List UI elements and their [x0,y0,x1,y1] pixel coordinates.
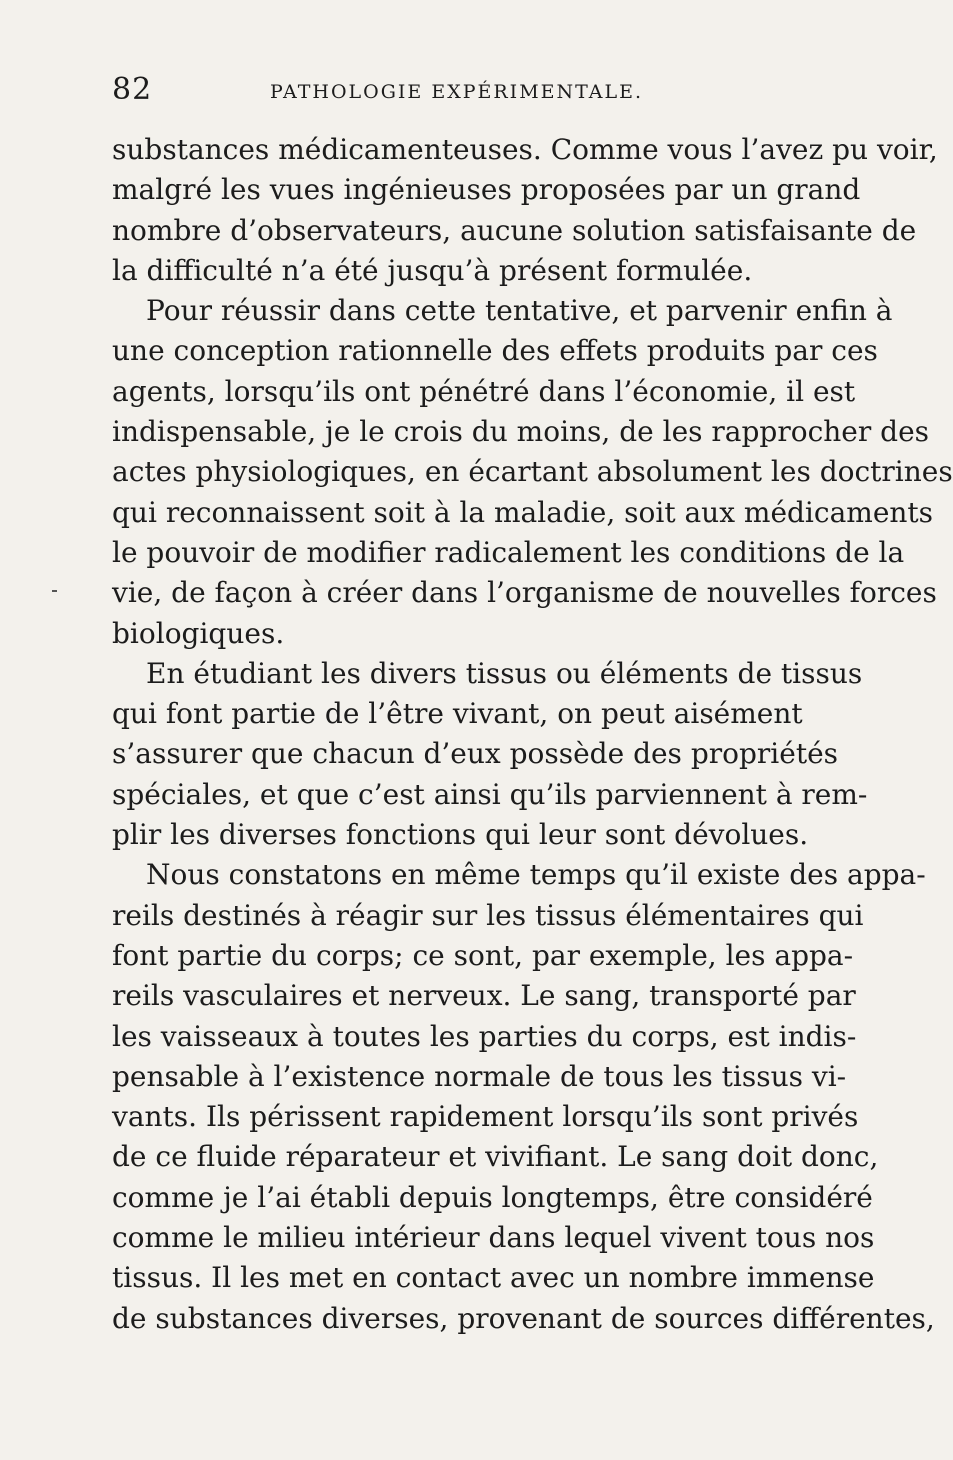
text-line: pensable à l’existence normale de tous les tissus vi- [112,1059,847,1093]
paragraph [112,654,935,1339]
text-line: comme je l’ai établi depuis longtemps, être considéré [112,1180,873,1214]
text-line: vants. Ils périssent rapidement lorsqu’ils sont privés [112,1100,859,1134]
running-title: PATHOLOGIE EXPÉRIMENTALE. [270,81,644,103]
text-line: reils vasculaires et nerveux. Le sang, transporté par [112,979,856,1013]
text-line: les vaisseaux à toutes les parties du corps, est indis- [112,1019,857,1053]
page-number: 82 [112,72,153,107]
text-line: le pouvoir de modifier radicalement les conditions de la [112,535,905,569]
text-line: nombre d’observateurs, aucune solution satisfaisante de [112,213,917,247]
text-line: qui reconnaissent soit à la maladie, soit aux médicaments [112,495,934,529]
text-line: Nous constatons en même temps qu’il existe des appa- [146,858,926,892]
text-line: biologiques. [112,616,285,650]
text-line: vie, de façon à créer dans l’organisme de nouvelles forces [112,576,937,610]
text-line: reils destinés à réagir sur les tissus élémentaires qui [112,898,864,932]
paragraph [112,291,953,654]
text-line: spéciales, et que c’est ainsi qu’ils parviennent à rem- [112,777,868,811]
text-line: de substances diverses, provenant de sources différentes, [112,1301,935,1335]
text-line: s’assurer que chacun d’eux possède des propriétés [112,737,839,771]
text-line: actes physiologiques, en écartant absolument les doctrines [112,455,953,489]
text-line: de ce fluide réparateur et vivifiant. Le sang doit donc, [112,1140,879,1174]
text-line: font partie du corps; ce sont, par exemple, les appa- [112,938,854,972]
text-line: la difficulté n’a été jusqu’à présent formulée. [112,253,753,287]
text-line: qui font partie de l’être vivant, on peut aisément [112,697,803,731]
text-line: malgré les vues ingénieuses proposées par un grand [112,173,861,207]
text-line: comme le milieu intérieur dans lequel vivent tous nos [112,1221,875,1255]
margin-speck [52,590,57,592]
body-text [112,130,953,1339]
text-line: tissus. Il les met en contact avec un nombre immense [112,1261,875,1295]
text-line: indispensable, je le crois du moins, de les rapprocher des [112,415,930,449]
text-line: plir les diverses fonctions qui leur sont dévolues. [112,818,809,852]
running-header [112,72,764,112]
text-line: En étudiant les divers tissus ou éléments de tissus [146,656,863,690]
paragraph [112,130,938,291]
text-line: une conception rationnelle des effets produits par ces [112,334,878,368]
text-line: substances médicamenteuses. Comme vous l’avez pu voir, [112,133,938,166]
text-line: agents, lorsqu’ils ont pénétré dans l’économie, il est [112,374,856,408]
text-line: Pour réussir dans cette tentative, et parvenir enfin à [146,294,893,328]
